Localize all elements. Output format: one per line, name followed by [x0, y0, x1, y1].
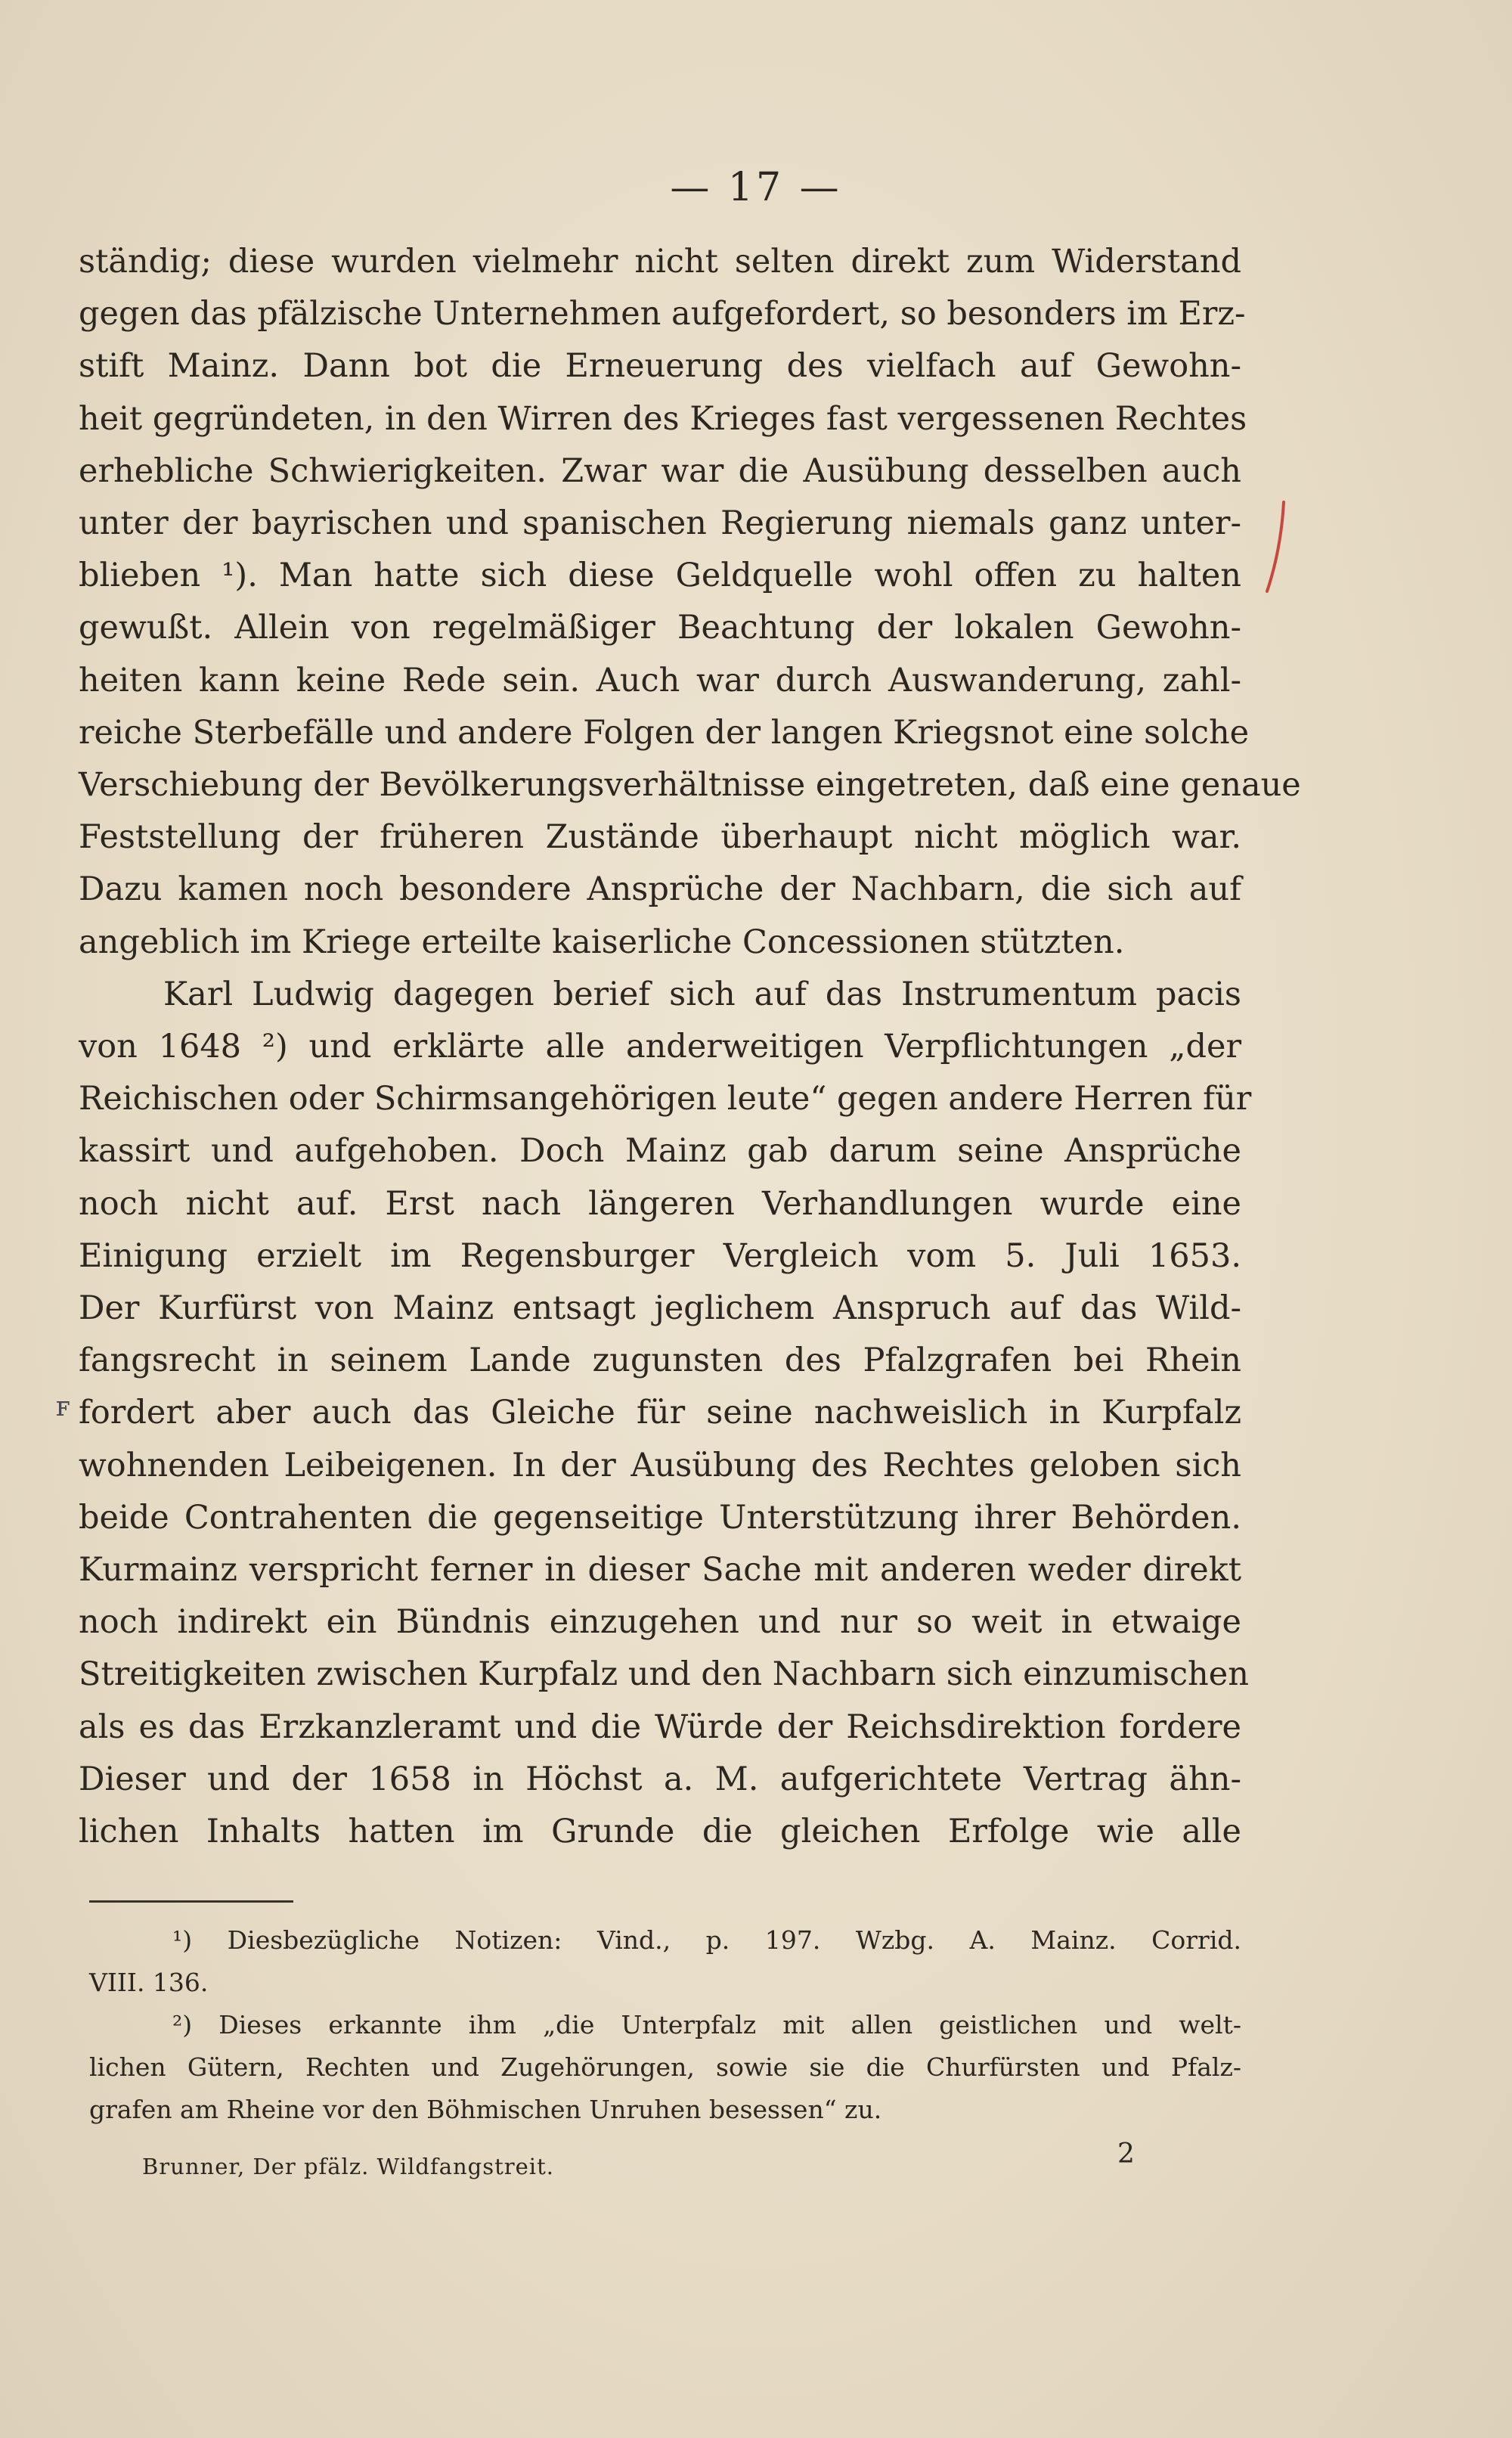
text-line: fangsrecht in seinem Lande zugunsten des Pfalzgrafen bei Rhein	[79, 1342, 1241, 1380]
footnote-line: lichen Gütern, Rechten und Zugehörungen, sowie sie die Churfürsten und Pfalz-	[89, 2052, 1241, 2082]
pencil-annotation-icon	[1261, 499, 1291, 597]
footnote-line: ²) Dieses erkannte ihm „die Unterpfalz mit allen geistlichen und welt-	[172, 2010, 1241, 2039]
paragraph-start-line: Karl Ludwig dagegen berief sich auf das Instrumentum pacis	[163, 975, 1241, 1013]
text-line: gegen das pfälzische Unternehmen aufgefordert, so besonders im Erz-	[79, 295, 1246, 333]
text-line: Reichischen oder Schirmsangehörigen leute“ gegen andere Herren für	[79, 1080, 1252, 1118]
footnotes	[89, 1919, 1241, 2131]
text-line: erhebliche Schwierigkeiten. Zwar war die Ausübung desselben auch	[79, 451, 1241, 490]
running-footer: Brunner, Der pfälz. Wildfangstreit.	[142, 2154, 554, 2179]
text-line: lichen Inhalts hatten im Grunde die gleichen Erfolge wie alle	[79, 1813, 1241, 1851]
text-line: Verschiebung der Bevölkerungsverhältnisse eingetreten, daß eine genaue	[79, 766, 1301, 805]
text-line: kassirt und aufgehoben. Doch Mainz gab darum seine Ansprüche	[79, 1132, 1241, 1171]
text-line: ständig; diese wurden vielmehr nicht selten direkt zum Widerstand	[79, 243, 1241, 281]
text-line: stift Mainz. Dann bot die Erneuerung des vielfach auf Gewohn-	[79, 347, 1241, 386]
text-line: Feststellung der früheren Zustände überhaupt nicht möglich war.	[79, 818, 1241, 857]
signature-mark: 2	[1117, 2139, 1135, 2170]
footnote-line: ¹) Diesbezügliche Notizen: Vind., p. 197. Wzbg. A. Mainz. Corrid.	[172, 1925, 1241, 1955]
pencil-mark-icon: ꜰ	[56, 1391, 70, 1422]
text-line: beide Contrahenten die gegenseitige Unterstützung ihrer Behörden.	[79, 1498, 1241, 1537]
text-line: noch nicht auf. Erst nach längeren Verhandlungen wurde eine	[79, 1184, 1241, 1223]
main-text	[79, 236, 1301, 1858]
text-line: Einigung erzielt im Regensburger Vergleich vom 5. Juli 1653.	[79, 1236, 1241, 1275]
text-line: Streitigkeiten zwischen Kurpfalz und den Nachbarn sich einzumischen	[79, 1655, 1249, 1694]
text-line: Der Kurfürst von Mainz entsagt jeglichem Anspruch auf das Wild-	[79, 1289, 1241, 1328]
text-line: Dazu kamen noch besondere Ansprüche der Nachbarn, die sich auf	[79, 870, 1241, 909]
text-line: Kurmainz verspricht ferner in dieser Sache mit anderen weder direkt	[79, 1551, 1241, 1590]
footnote-divider	[89, 1900, 293, 1903]
footnote-line: grafen am Rheine vor den Böhmischen Unruhen besessen“ zu.	[89, 2095, 882, 2124]
text-line: Dieser und der 1658 in Höchst a. M. aufgerichtete Vertrag ähn-	[79, 1760, 1241, 1798]
text-line: wohnenden Leibeigenen. In der Ausübung des Rechtes geloben sich	[79, 1446, 1241, 1484]
text-line: heiten kann keine Rede sein. Auch war durch Auswanderung, zahl-	[79, 661, 1241, 699]
text-line: reiche Sterbefälle und andere Folgen der langen Kriegsnot eine solche	[79, 713, 1250, 752]
text-line: blieben ¹). Man hatte sich diese Geldquelle wohl offen zu halten	[79, 557, 1241, 595]
text-line: von 1648 ²) und erklärte alle anderweitigen Verpflichtungen „der	[79, 1028, 1241, 1066]
page-number: — 17 —	[670, 165, 842, 210]
text-line: unter der bayrischen und spanischen Regierung niemals ganz unter-	[79, 504, 1241, 543]
text-line: angeblich im Kriege erteilte kaiserliche Concessionen stützten.	[79, 923, 1125, 961]
text-line: fordert aber auch das Gleiche für seine nachweislich in Kurpfalz	[79, 1394, 1241, 1432]
footnote-line: VIII. 136.	[89, 1968, 209, 1997]
text-line: heit gegründeten, in den Wirren des Krieges fast vergessenen Rechtes	[79, 399, 1247, 438]
text-line: noch indirekt ein Bündnis einzugehen und nur so weit in etwaige	[79, 1603, 1241, 1642]
text-line: gewußt. Allein von regelmäßiger Beachtung der lokalen Gewohn-	[79, 609, 1241, 647]
text-line: als es das Erzkanzleramt und die Würde der Reichsdirektion fordere	[79, 1708, 1241, 1746]
